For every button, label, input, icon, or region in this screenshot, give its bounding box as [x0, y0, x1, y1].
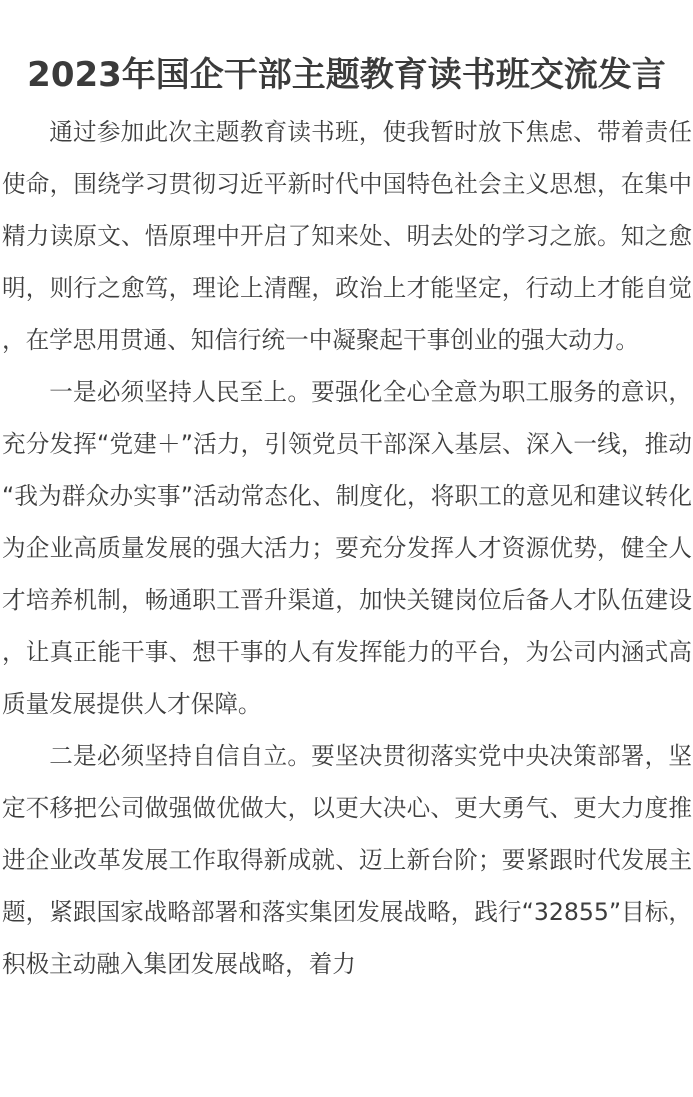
document-title: 2023年国企干部主题教育读书班交流发言 — [27, 54, 666, 95]
paragraph-self-confidence: 二是必须坚持自信自立。要坚决贯彻落实党中央决策部署，坚定不移把公司做强做优做大，以更大决心、更大勇气、更大力度推进企业改革发展工作取得新成就、迈上新台阶；要紧跟时代发展主题，紧跟国家战略部署和落实集团发展战略，践行“32855”目标，积极主动融入集团发展战略，着力 — [2, 742, 692, 978]
document-body — [2, 106, 692, 990]
paragraph-intro: 通过参加此次主题教育读书班，使我暂时放下焦虑、带着责任使命，围绕学习贯彻习近平新时代中国特色社会主义思想，在集中精力读原文、悟原理中开启了知来处、明去处的学习之旅。知之愈明，则行之愈笃，理论上清醒，政治上才能坚定，行动上才能自觉，在学思用贯通、知信行统一中凝聚起干事创业的强大动力。 — [2, 118, 692, 354]
paragraph-people-first: 一是必须坚持人民至上。要强化全心全意为职工服务的意识，充分发挥“党建＋”活力，引领党员干部深入基层、深入一线，推动“我为群众办实事”活动常态化、制度化，将职工的意见和建议转化为企业高质量发展的强大活力；要充分发挥人才资源优势，健全人才培养机制，畅通职工晋升渠道，加快关键岗位后备人才队伍建设，让真正能干事、想干事的人有发挥能力的平台，为公司内涵式高质量发展提供人才保障。 — [2, 378, 692, 718]
